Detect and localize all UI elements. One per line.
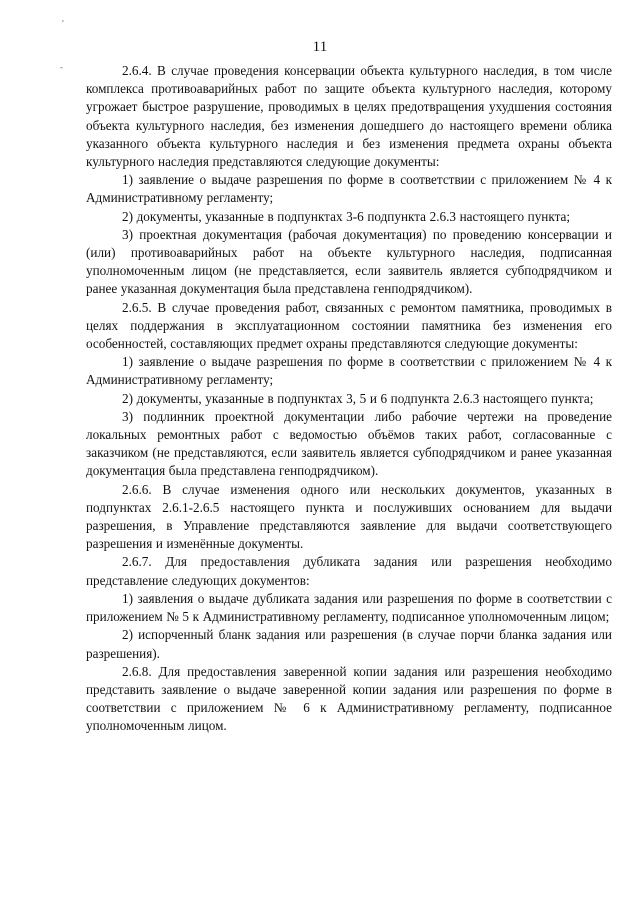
paragraph-2-6-5-item-3: 3) подлинник проектной документации либо рабочие чертежи на проведение локальных ремонтных работ с ведомостью объёмов таких работ, согласованные с заказчиком (не представляются, если заявитель является субподрядчиком и ранее указанная документация была представлена генподрядчиком). (86, 408, 612, 479)
paragraph-2-6-4-item-2: 2) документы, указанные в подпунктах 3-6 подпункта 2.6.3 настоящего пункта; (122, 208, 571, 224)
paragraph-2-6-7-item-1: 1) заявления о выдаче дубликата задания или разрешения по форме в соответствии с приложением № 5 к Административному регламенту, подписанное уполномоченным лицом; (86, 590, 612, 625)
paragraph-2-6-4-item-3: 3) проектная документация (рабочая документация) по проведению консервации и (или) противоаварийных работ на объекте культурного наследия, подписанная уполномоченным лицом (не представляется, если заявитель является субподрядчиком и ранее указанная документация была представлена генподрядчиком). (86, 226, 612, 297)
paragraph-2-6-5: 2.6.5. В случае проведения работ, связанных с ремонтом памятника, проводимых в целях поддержания в эксплуатационном состоянии памятника без изменения его особенностей, составляющих предмет охраны представляются следующие документы: (86, 299, 612, 352)
paragraph-2-6-4-item-1: 1) заявление о выдаче разрешения по форме в соответствии с приложением № 4 к Административному регламенту; (86, 172, 612, 206)
paragraph-2-6-7-item-2: 2) испорченный бланк задания или разрешения (в случае порчи бланка задания или разрешения). (86, 627, 612, 661)
paragraph-2-6-4: 2.6.4. В случае проведения консервации объекта культурного наследия, в том числе комплекса противоаварийных работ по защите объекта культурного наследия, которому угрожает быстрое разрушение, проводимых в целях предотвращения ухудшения состояния объекта культурного наследия, без изменения дошедшего до настоящего времени облика указанного объекта культурного наследия и без изменения предмета охраны объекта культурного наследия представляются следующие документы: (86, 63, 612, 170)
paragraph-2-6-5-item-2: 2) документы, указанные в подпунктах 3, 5 и 6 подпункта 2.6.3 настоящего пункта; (122, 390, 594, 406)
paragraph-2-6-5-item-1: 1) заявление о выдаче разрешения по форме в соответствии с приложением № 4 к Административному регламенту; (86, 354, 612, 388)
scan-speck: ' (62, 19, 64, 30)
paragraph-2-6-7: 2.6.7. Для предоставления дубликата задания или разрешения необходимо представление следующих документов: (86, 554, 612, 588)
scan-speck: - (60, 62, 63, 72)
page-number: 11 (312, 39, 328, 55)
document-body (86, 62, 612, 736)
paragraph-2-6-8: 2.6.8. Для предоставления заверенной копии задания или разрешения необходимо представить заявление о выдаче заверенной копии задания или разрешения по форме в соответствии с приложением № 6 к Административному регламенту, подписанное уполномоченным лицом. (86, 663, 612, 734)
paragraph-2-6-6: 2.6.6. В случае изменения одного или нескольких документов, указанных в подпунктах 2.6.1-2.6.5 настоящего пункта и послуживших основанием для выдачи разрешения, в Управление представляются заявление для выдачи соответствующего разрешения и изменённые документы. (86, 481, 612, 552)
